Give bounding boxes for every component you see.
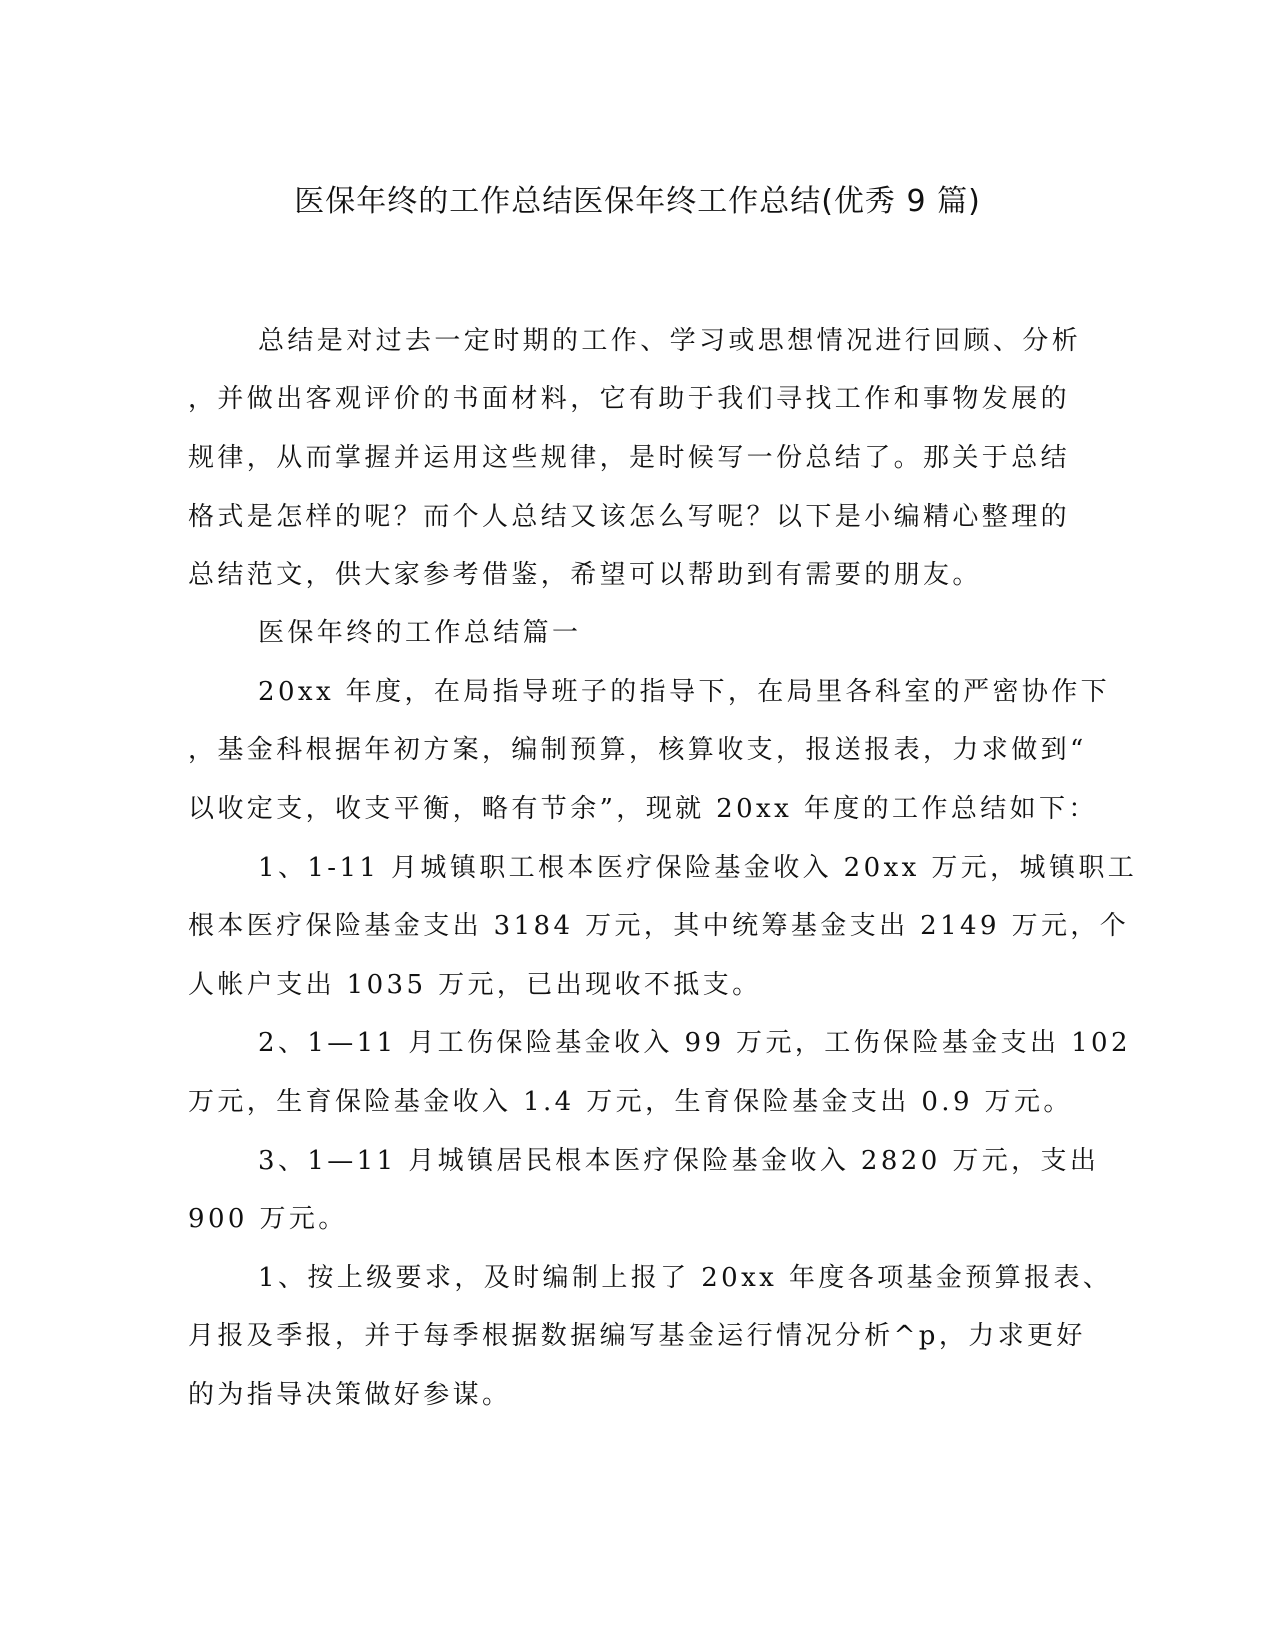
paragraph-line: 的为指导决策做好参谋。 [188, 1380, 512, 1410]
paragraph-line: 3、1—11 月城镇居民根本医疗保险基金收入 2820 万元，支出 [258, 1146, 1100, 1176]
paragraph-line: 20xx 年度，在局指导班子的指导下，在局里各科室的严密协作下 [258, 677, 1111, 707]
paragraph-line: 2、1—11 月工伤保险基金收入 99 万元，工伤保险基金支出 102 [258, 1028, 1131, 1058]
paragraph-line: 1、按上级要求，及时编制上报了 20xx 年度各项基金预算报表、 [258, 1263, 1113, 1293]
paragraph-line: 格式是怎样的呢？而个人总结又该怎么写呢？以下是小编精心整理的 [188, 502, 1071, 532]
paragraph-line: ，并做出客观评价的书面材料，它有助于我们寻找工作和事物发展的 [188, 384, 1071, 414]
paragraph-line: 月报及季报，并于每季根据数据编写基金运行情况分析^p，力求更好 [188, 1321, 1086, 1351]
paragraph-line: 根本医疗保险基金支出 3184 万元，其中统筹基金支出 2149 万元，个 [188, 911, 1130, 941]
paragraph-line: 总结范文，供大家参考借鉴，希望可以帮助到有需要的朋友。 [188, 560, 982, 590]
paragraph-line: ，基金科根据年初方案，编制预算，核算收支，报送报表，力求做到“ [188, 735, 1087, 765]
paragraph-line: 900 万元。 [188, 1204, 348, 1234]
paragraph-line: 规律，从而掌握并运用这些规律，是时候写一份总结了。那关于总结 [188, 443, 1071, 473]
paragraph-line: 万元，生育保险基金收入 1.4 万元，生育保险基金支出 0.9 万元。 [188, 1087, 1073, 1117]
paragraph-line: 总结是对过去一定时期的工作、学习或思想情况进行回顾、分析 [258, 326, 1082, 356]
paragraph-line: 以收定支，收支平衡，略有节余”，现就 20xx 年度的工作总结如下： [188, 794, 1098, 824]
document-title: 医保年终的工作总结医保年终工作总结(优秀 9 篇) [294, 184, 981, 219]
section-heading: 医保年终的工作总结篇一 [258, 618, 582, 648]
paragraph-line: 1、1-11 月城镇职工根本医疗保险基金收入 20xx 万元，城镇职工 [258, 853, 1138, 883]
paragraph-line: 人帐户支出 1035 万元，已出现收不抵支。 [188, 970, 762, 1000]
